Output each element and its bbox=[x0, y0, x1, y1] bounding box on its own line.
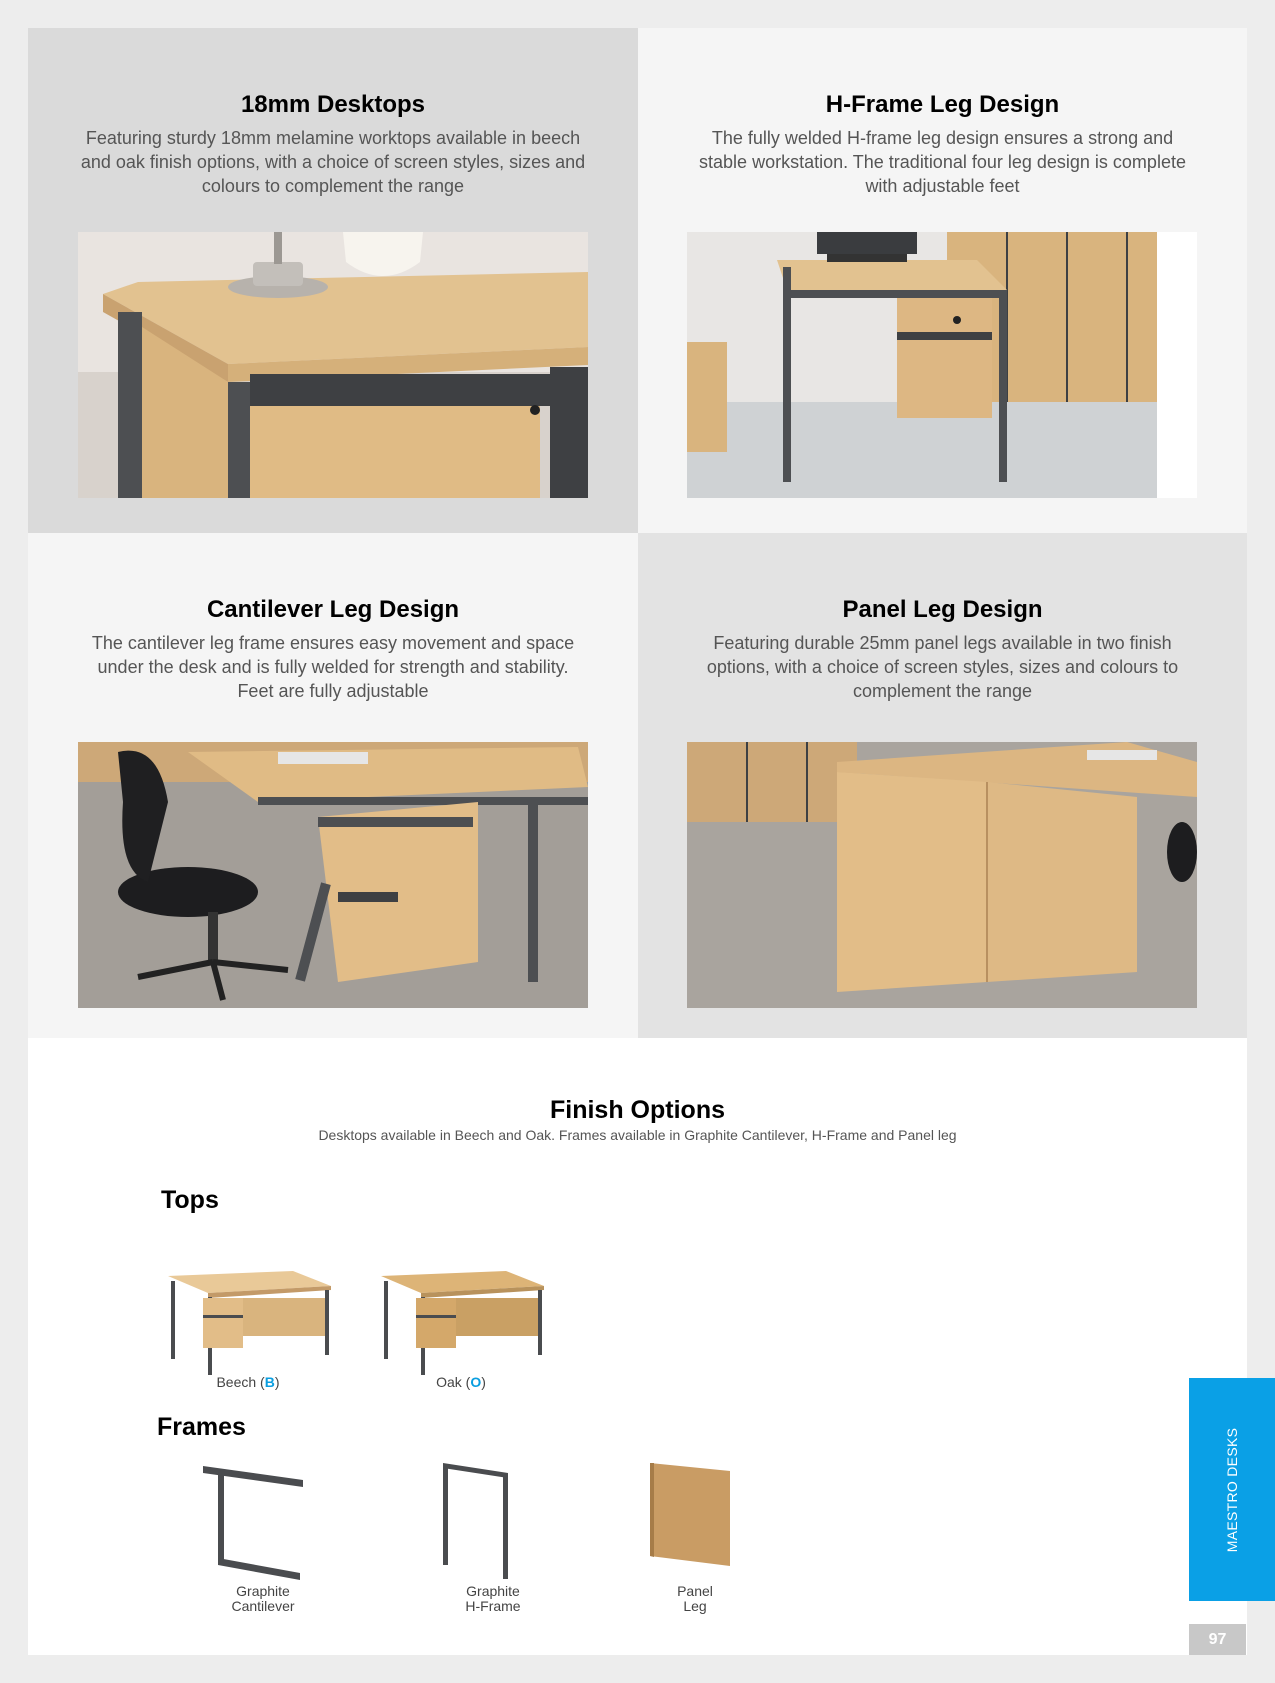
frame-swatch-panel-leg bbox=[610, 1463, 780, 1614]
cantilever-frame-image bbox=[178, 1463, 348, 1588]
panel-leg-desk-photo bbox=[687, 742, 1197, 1008]
page-number: 97 bbox=[1189, 1624, 1246, 1655]
section-tab-label: MAESTRO DESKS bbox=[1224, 1427, 1240, 1552]
feature-desktops bbox=[28, 28, 638, 533]
finish-options-subtitle: Desktops available in Beech and Oak. Frames available in Graphite Cantilever, H-Frame and Panel leg bbox=[318, 1127, 957, 1143]
frame-label-line1: Panel bbox=[677, 1583, 713, 1599]
h-frame-image bbox=[408, 1463, 578, 1588]
feature-title: Cantilever Leg Design bbox=[206, 596, 460, 623]
feature-description: The fully welded H-frame leg design ensures a strong and stable workstation. The traditional four leg design is complete with adjustable feet bbox=[699, 128, 1186, 196]
feature-title: 18mm Desktops bbox=[240, 91, 426, 118]
feature-panel-leg bbox=[638, 533, 1247, 1038]
beech-desk-image bbox=[163, 1243, 333, 1393]
frame-label-line1: Graphite bbox=[466, 1583, 520, 1599]
oak-desk-image bbox=[376, 1243, 546, 1393]
cantilever-desk-photo bbox=[78, 742, 588, 1008]
top-swatch-oak bbox=[376, 1243, 546, 1390]
frame-label-line1: Graphite bbox=[236, 1583, 290, 1599]
frame-label-line2: Cantilever bbox=[231, 1598, 295, 1614]
frame-label-line2: H-Frame bbox=[465, 1598, 521, 1614]
frame-swatch-cantilever bbox=[178, 1463, 348, 1614]
frames-heading: Frames bbox=[157, 1413, 246, 1441]
oak-label: Oak (O) bbox=[436, 1374, 486, 1390]
feature-description: Featuring durable 25mm panel legs available in two finish options, with a choice of screen styles, sizes and colours to complement the range bbox=[706, 633, 1179, 701]
section-tab[interactable] bbox=[1189, 1378, 1275, 1601]
feature-h-frame bbox=[638, 28, 1247, 533]
tops-heading: Tops bbox=[161, 1186, 219, 1214]
feature-cantilever bbox=[28, 533, 638, 1038]
feature-title: H-Frame Leg Design bbox=[825, 91, 1060, 118]
top-swatch-beech bbox=[163, 1243, 333, 1390]
feature-description: The cantilever leg frame ensures easy movement and space under the desk and is fully welded for strength and stability. Feet are fully adjustable bbox=[91, 633, 575, 701]
feature-description: Featuring sturdy 18mm melamine worktops available in beech and oak finish options, with a choice of screen styles, sizes and colours to complement the range bbox=[80, 128, 586, 196]
beech-label: Beech (B) bbox=[216, 1374, 280, 1390]
feature-title: Panel Leg Design bbox=[842, 596, 1043, 623]
desktop-closeup-photo bbox=[78, 232, 588, 498]
catalog-page bbox=[28, 28, 1247, 1655]
frame-label-line2: Leg bbox=[683, 1598, 707, 1614]
h-frame-desk-photo bbox=[687, 232, 1197, 498]
finish-options-title: Finish Options bbox=[550, 1096, 725, 1124]
panel-leg-image bbox=[610, 1463, 780, 1588]
frame-swatch-h-frame bbox=[408, 1463, 578, 1614]
